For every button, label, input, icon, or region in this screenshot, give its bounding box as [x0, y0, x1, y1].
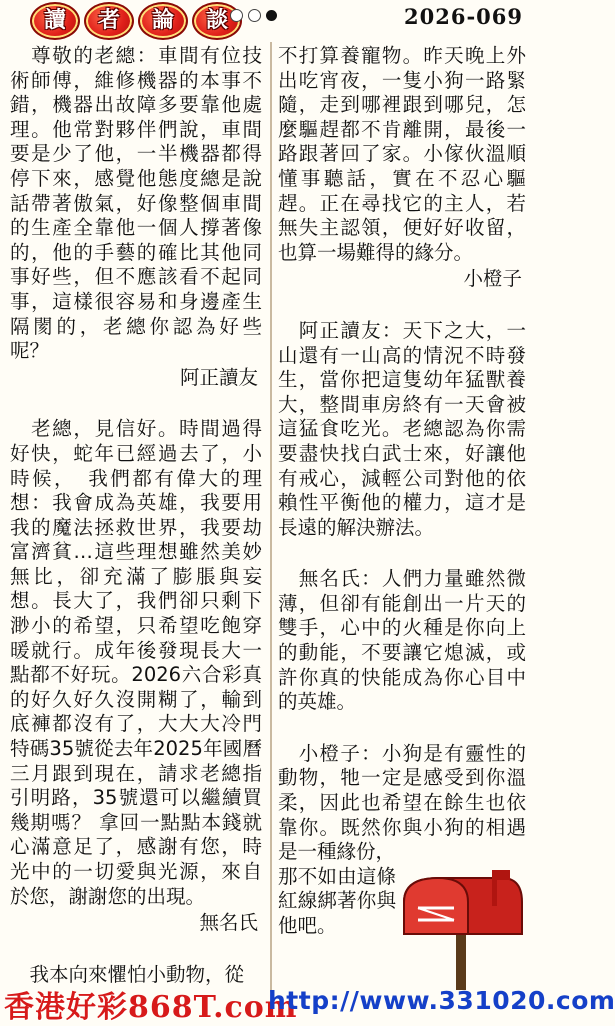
signature: 無名氏	[199, 911, 258, 935]
paragraph-gap	[10, 390, 262, 417]
letter-paragraph: 我本向來懼怕小動物，從	[10, 962, 245, 986]
letter-paragraph: 老總，見信好。時間過得好快，蛇年已經過去了，小時候， 我們都有偉大的理想：我會成為英雄，我要用我的魔法拯救世界，我要劫富濟貧…這些理想雖然美妙無比，卻充滿了膨脹與妄想。長大了，我們卻只剩下渺小的希望，只希望吃飽穿暖就行。成年後發現長大一點都不好玩。2026六合彩真的好久好久沒開糊了，輸到底褲都沒有了，大大大冷門特碼35號從去年2025年國曆三月跟到現在，請求老總指引明路，35號還可以繼續買幾期嗎？ 拿回一點點本錢就心滿意足了，感謝有您，時光中的一切愛與光源，來自於您，謝謝您的出現。	[10, 417, 262, 908]
letter-paragraph: 尊敬的老總：車間有位技術師傅，維修機器的本事不錯，機器出故障多要靠他處理。他常對夥伴們說，車間要是少了他，一半機器都得停下來，感覺他態度總是說話帶著傲氣，好像整個車間的生產全靠他一個人撐著像的，他的手藝的確比其他同事好些，但不應該看不起同事，這樣很容易和身邊產生隔閡的，老總你認為好些呢？	[10, 44, 262, 363]
letter-paragraph: 阿正讀友：天下之大，一山還有一山高的情況不時發生，當你把這隻幼年猛獸養大，整間車房終有一天會被這猛食吃光。老總認為你需要盡快找白武士來，好讓他有戒心，減輕公司對他的依賴性平衡他的權力，這才是長遠的解決辦法。	[278, 318, 526, 539]
issue-number: 2026-069	[404, 4, 523, 29]
left-column	[10, 44, 262, 987]
title-badge-1: 讀	[30, 2, 80, 40]
signature: 小橙子	[463, 267, 522, 291]
dot-icon	[230, 9, 243, 22]
letter-paragraph: 無名氏：人們力量雖然微薄，但卻有能創出一片天的雙手，心中的火種是你向上的動能，不要讓它熄滅，或許你真的快能成為你心目中的英雄。	[278, 567, 526, 714]
title-badge-2: 者	[84, 2, 134, 40]
paragraph-gap	[278, 540, 526, 567]
paragraph-gap	[278, 292, 526, 319]
letter-paragraph: 小橙子：小狗是有靈性的動物，牠一定是感受到你溫柔，因此也希望在餘生也依靠你。既然你與小狗的相遇是一種緣份，	[278, 741, 526, 864]
mailbox-icon	[398, 868, 526, 990]
signature: 阿正讀友	[179, 365, 258, 389]
column-title	[30, 2, 242, 40]
page-header	[0, 0, 545, 38]
title-badge-3: 論	[138, 2, 188, 40]
right-column	[278, 44, 526, 939]
column-divider	[270, 42, 272, 992]
site-url-link[interactable]: http://www.331020.com	[268, 986, 615, 1015]
letter-paragraph: 那不如由這條紅線綁著你與他吧。	[278, 864, 396, 937]
dot-icon	[248, 9, 261, 22]
paragraph-gap	[10, 936, 262, 963]
letter-paragraph: 不打算養寵物。昨天晚上外出吃宵夜，一隻小狗一路緊隨，走到哪裡跟到哪兒，怎麼驅趕都不肯離開，最後一路跟著回了家。小傢伙溫順懂事聽話，實在不忍心驅趕。正在尋找它的主人，若無失主認領，便好好收留，也算一場難得的緣分。	[278, 44, 526, 264]
site-watermark: 香港好彩868T.com	[4, 990, 298, 1025]
paragraph-gap	[278, 715, 526, 742]
decorative-dots	[230, 9, 277, 22]
title-badge-4: 談	[192, 2, 242, 40]
dot-filled-icon	[266, 10, 277, 21]
